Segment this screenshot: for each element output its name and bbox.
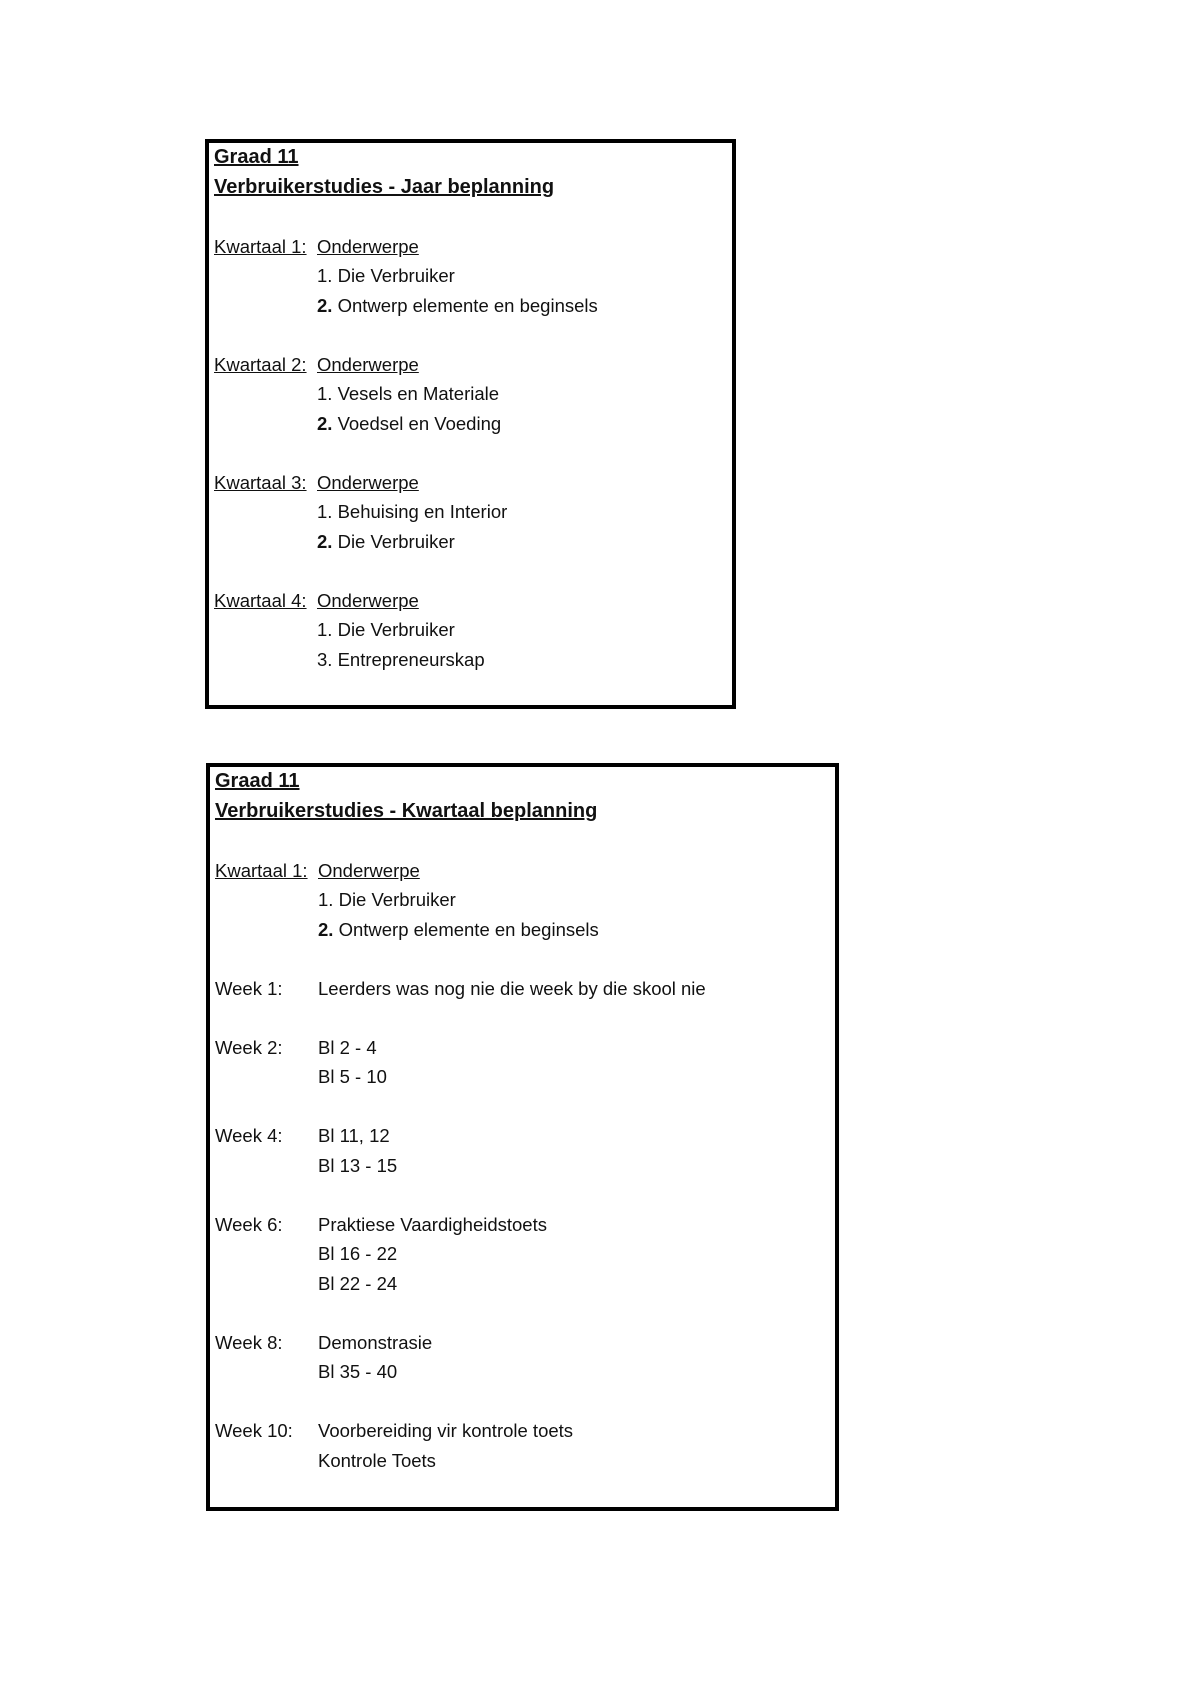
topics-label: Onderwerpe xyxy=(317,471,419,493)
week-label: Week 10: xyxy=(215,1420,293,1441)
topic-item: Die Verbruiker xyxy=(337,530,455,552)
topic-item: Ontwerp elemente en beginsels xyxy=(338,918,599,940)
year-plan-box xyxy=(205,139,736,709)
week-label: Week 4: xyxy=(215,1125,283,1146)
topic-number: 2. xyxy=(317,412,333,434)
week-entry: Bl 35 - 40 xyxy=(318,1361,398,1382)
topic-number: 1. xyxy=(317,619,333,640)
quarter-label: Kwartaal 2: xyxy=(214,353,307,375)
week-entry: Praktiese Vaardigheidstoets xyxy=(318,1213,547,1235)
topic-number: 3. xyxy=(317,648,333,670)
topic-number: 1. xyxy=(317,501,333,522)
week-entry: Leerders was nog nie die week by die skool nie xyxy=(318,977,706,999)
plan-title: Verbruikerstudies - Kwartaal beplanning xyxy=(215,799,598,822)
week-entry: Bl 11, 12 xyxy=(318,1125,390,1146)
quarter-label: Kwartaal 3: xyxy=(214,471,307,493)
week-entry: Bl 2 - 4 xyxy=(318,1036,377,1058)
topic-number: 1. xyxy=(317,383,333,404)
week-entry: Bl 16 - 22 xyxy=(318,1243,398,1264)
quarter-label: Kwartaal 1: xyxy=(214,235,307,257)
week-entry: Bl 5 - 10 xyxy=(318,1066,387,1087)
week-label: Week 2: xyxy=(215,1036,283,1058)
topic-number: 1. xyxy=(317,265,333,286)
topics-label: Onderwerpe xyxy=(317,235,419,257)
week-entry: Bl 13 - 15 xyxy=(318,1154,398,1176)
grade-heading: Graad 11 xyxy=(214,146,299,168)
topic-number: 2. xyxy=(317,294,333,316)
topic-number: 2. xyxy=(318,918,334,940)
week-label: Week 1: xyxy=(215,977,283,999)
topic-item: Die Verbruiker xyxy=(338,889,456,910)
topic-item: Entrepreneurskap xyxy=(337,648,485,670)
quarter-label: Kwartaal 4: xyxy=(214,589,307,611)
quarter-plan-box xyxy=(206,763,839,1511)
week-entry: Voorbereiding vir kontrole toets xyxy=(318,1420,574,1441)
week-label: Week 8: xyxy=(215,1331,283,1353)
quarter-label: Kwartaal 1: xyxy=(215,859,308,881)
topics-label: Onderwerpe xyxy=(317,589,419,611)
topic-number: 2. xyxy=(317,530,333,552)
week-entry: Demonstrasie xyxy=(318,1331,433,1353)
week-label: Week 6: xyxy=(215,1213,283,1235)
topic-item: Voedsel en Voeding xyxy=(337,412,502,434)
topic-item: Die Verbruiker xyxy=(337,265,455,286)
week-entry: Kontrole Toets xyxy=(318,1449,436,1471)
topic-item: Vesels en Materiale xyxy=(337,383,500,404)
topic-item: Behuising en Interior xyxy=(337,501,508,522)
topic-number: 1. xyxy=(318,889,334,910)
grade-heading: Graad 11 xyxy=(215,770,300,792)
topics-label: Onderwerpe xyxy=(317,353,419,375)
plan-title: Verbruikerstudies - Jaar beplanning xyxy=(214,175,555,198)
week-entry: Bl 22 - 24 xyxy=(318,1272,398,1294)
topic-item: Ontwerp elemente en beginsels xyxy=(337,294,598,316)
topics-label: Onderwerpe xyxy=(318,859,420,881)
topic-item: Die Verbruiker xyxy=(337,619,455,640)
